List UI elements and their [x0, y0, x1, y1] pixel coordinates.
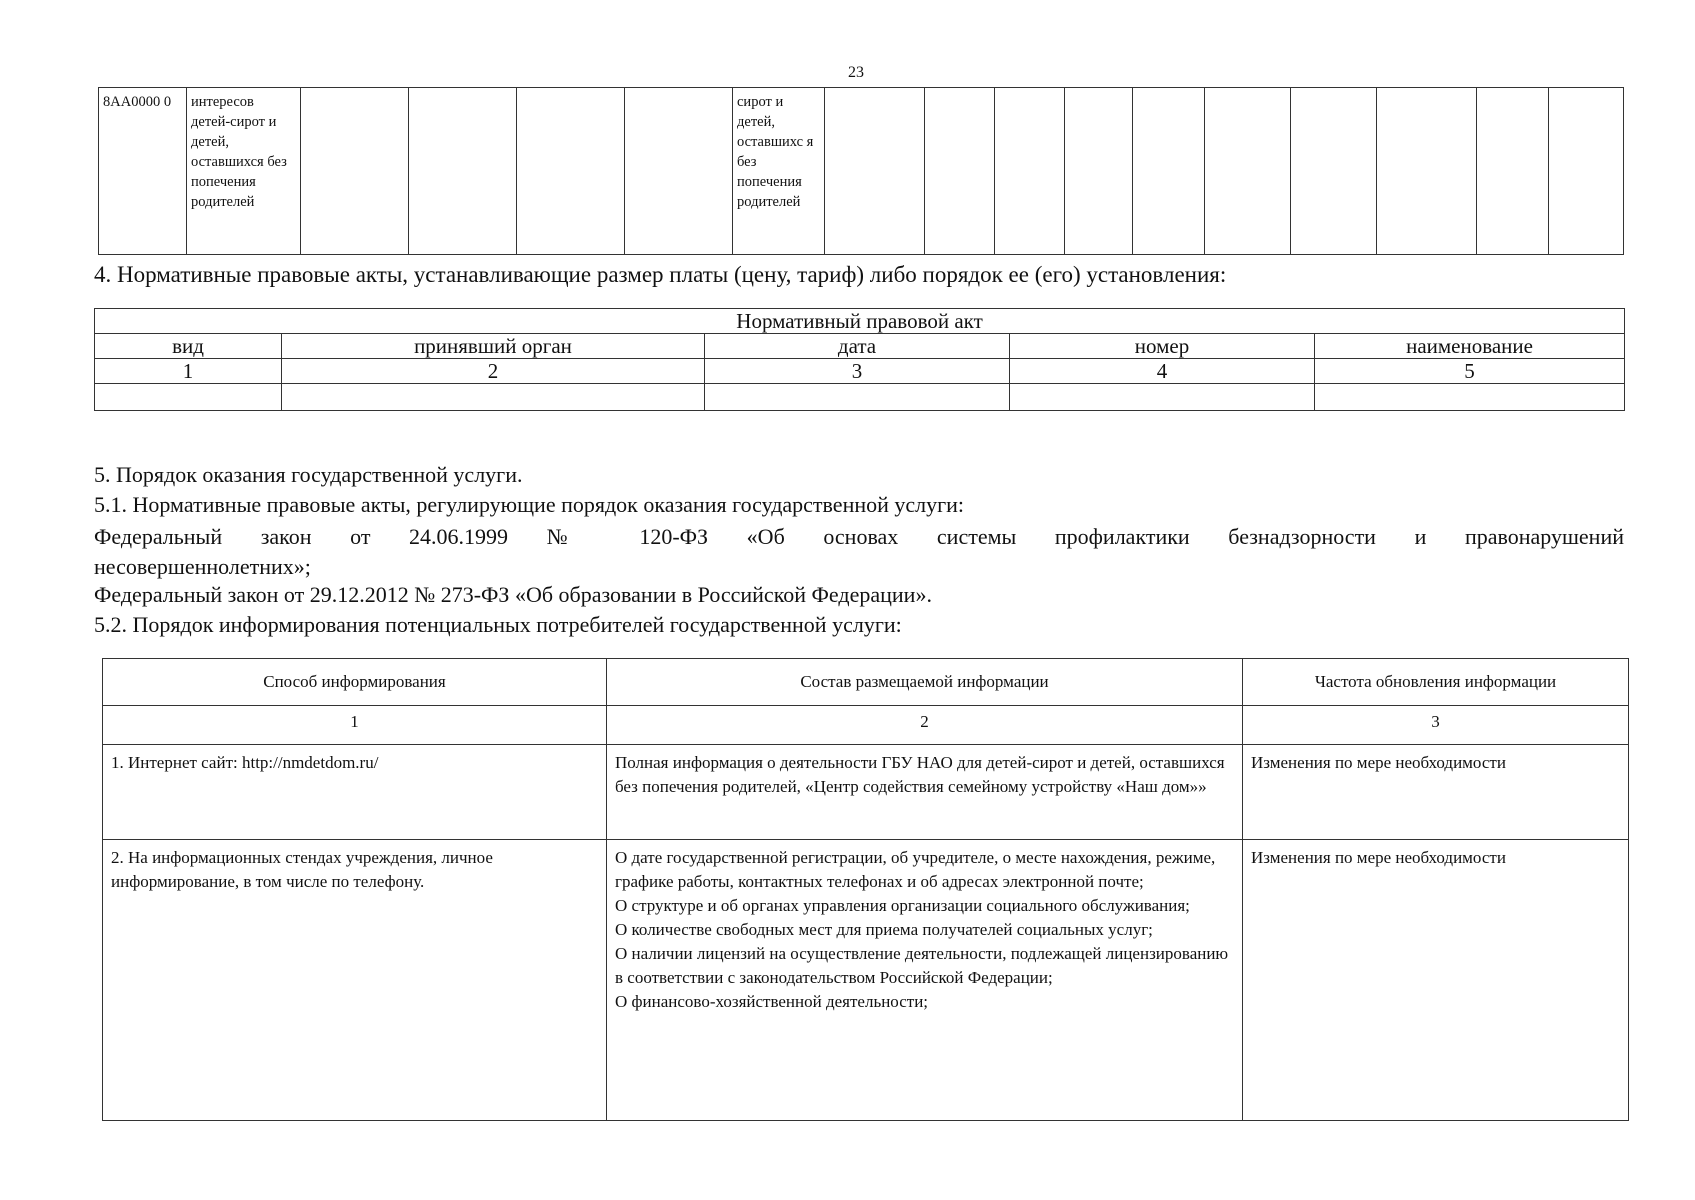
content-cell [607, 840, 1243, 1121]
column-number: 3 [1243, 706, 1629, 745]
content-line: О наличии лицензий на осуществление деятельности, подлежащей лицензированию в соответствии с законодательством Российской Федерации; [615, 944, 1229, 987]
table-cell [625, 88, 733, 255]
table-cell [925, 88, 995, 255]
law-1-line-2: несовершеннолетних»; [94, 554, 311, 579]
table-row [103, 745, 1629, 840]
method-cell: 1. Интернет сайт: http://nmdetdom.ru/ [103, 745, 607, 840]
table-cell [1549, 88, 1624, 255]
informing-table [102, 658, 1629, 1121]
column-number: 4 [1010, 359, 1315, 384]
table-cell [1291, 88, 1377, 255]
column-number: 1 [95, 359, 282, 384]
column-header: наименование [1315, 334, 1625, 359]
column-header: вид [95, 334, 282, 359]
section-5-heading: 5. Порядок оказания государственной услуги. [94, 462, 523, 487]
table-row [103, 840, 1629, 1121]
column-number: 2 [607, 706, 1243, 745]
table-cell [1377, 88, 1477, 255]
column-header: дата [705, 334, 1010, 359]
content-line: О дате государственной регистрации, об учредителе, о месте нахождения, режиме, графике работы, контактных телефонах и об адресах электронной почте; [615, 848, 1216, 891]
column-number: 5 [1315, 359, 1625, 384]
table-cell [1065, 88, 1133, 255]
empty-cell [1315, 384, 1625, 411]
column-number: 1 [103, 706, 607, 745]
content-line: О количестве свободных мест для приема получателей социальных услуг; [615, 920, 1153, 939]
table-cell [517, 88, 625, 255]
frequency-cell: Изменения по мере необходимости [1243, 745, 1629, 840]
empty-cell [282, 384, 705, 411]
table-cell [1477, 88, 1549, 255]
section-4-heading: 4. Нормативные правовые акты, устанавливающие размер платы (цену, тариф) либо порядок ее (его) установления: [94, 262, 1227, 287]
section-5-2-heading: 5.2. Порядок информирования потенциальных потребителей государственной услуги: [94, 612, 902, 637]
section-5-1-heading: 5.1. Нормативные правовые акты, регулирующие порядок оказания государственной услуги: [94, 492, 965, 517]
category-cell: интересов детей-сирот и детей, оставшихся без попечения родителей [187, 88, 301, 255]
column-header: номер [1010, 334, 1315, 359]
empty-cell [1010, 384, 1315, 411]
table-cell [1133, 88, 1205, 255]
column-number: 2 [282, 359, 705, 384]
method-cell: 2. На информационных стендах учреждения, личное информирование, в том числе по телефону. [103, 840, 607, 1121]
law-1-line-1: Федеральный закон от 24.06.1999 № 120-ФЗ «Об основах системы профилактики безнадзорности и правонарушений [94, 524, 1624, 549]
empty-cell [95, 384, 282, 411]
registry-code-cell: 8AA0000 0 [99, 88, 187, 255]
column-header: Способ информирования [103, 659, 607, 706]
content-line: Полная информация о деятельности ГБУ НАО для детей-сирот и детей, оставшихся без попечения родителей, «Центр содействия семейному устройству «Наш дом»» [615, 753, 1225, 796]
services-table-continuation [98, 87, 1624, 255]
content-line: О структуре и об органах управления организации социального обслуживания; [615, 896, 1190, 915]
law-2: Федеральный закон от 29.12.2012 № 273-ФЗ «Об образовании в Российской Федерации». [94, 582, 932, 607]
column-header: принявший орган [282, 334, 705, 359]
table-cell [995, 88, 1065, 255]
table-title: Нормативный правовой акт [95, 309, 1625, 334]
table-cell [825, 88, 925, 255]
page-number: 23 [848, 64, 864, 81]
content-line: О финансово-хозяйственной деятельности; [615, 992, 929, 1011]
normative-acts-table [94, 308, 1625, 411]
table-cell [1205, 88, 1291, 255]
frequency-cell: Изменения по мере необходимости [1243, 840, 1629, 1121]
column-number: 3 [705, 359, 1010, 384]
table-cell [409, 88, 517, 255]
category-cell-2: сирот и детей, оставшихс я без попечения родителей [733, 88, 825, 255]
column-header: Состав размещаемой информации [607, 659, 1243, 706]
table-cell [301, 88, 409, 255]
column-header: Частота обновления информации [1243, 659, 1629, 706]
empty-cell [705, 384, 1010, 411]
content-cell [607, 745, 1243, 840]
